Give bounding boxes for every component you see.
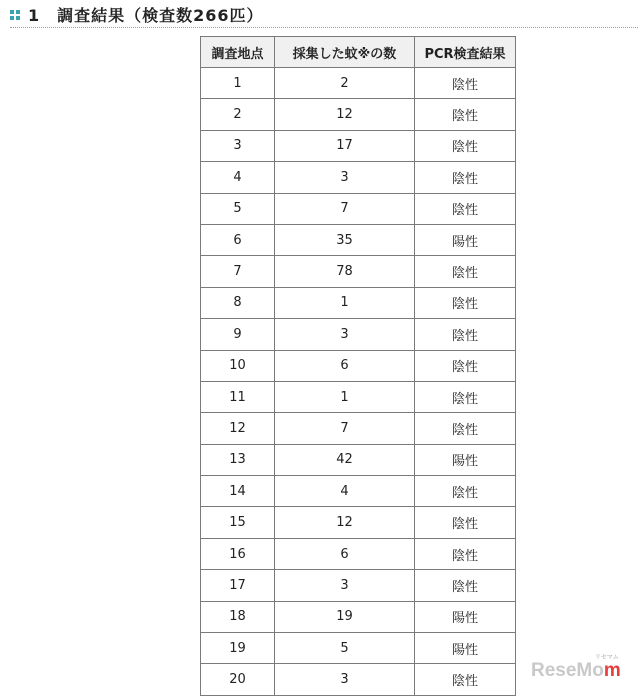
cell-site: 16 xyxy=(201,538,275,569)
cell-site: 12 xyxy=(201,413,275,444)
column-header-pcr-result: PCR検査結果 xyxy=(415,37,516,68)
table-row xyxy=(201,476,516,507)
cell-site: 14 xyxy=(201,476,275,507)
table-row xyxy=(201,444,516,475)
cell-pcr-result: 陰性 xyxy=(415,256,516,287)
table-row xyxy=(201,381,516,412)
cell-site: 18 xyxy=(201,601,275,632)
table-row xyxy=(201,193,516,224)
cell-pcr-result: 陰性 xyxy=(415,570,516,601)
cell-pcr-result: 陰性 xyxy=(415,319,516,350)
cell-pcr-result: 陰性 xyxy=(415,538,516,569)
cell-pcr-result: 陰性 xyxy=(415,162,516,193)
cell-mosquito-count: 3 xyxy=(275,664,415,695)
table-row xyxy=(201,287,516,318)
cell-site: 8 xyxy=(201,287,275,318)
cell-pcr-result: 陰性 xyxy=(415,193,516,224)
results-table xyxy=(200,36,516,696)
cell-site: 19 xyxy=(201,633,275,664)
table-row xyxy=(201,99,516,130)
cell-site: 3 xyxy=(201,130,275,161)
cell-mosquito-count: 1 xyxy=(275,381,415,412)
table-row xyxy=(201,570,516,601)
cell-site: 17 xyxy=(201,570,275,601)
cell-mosquito-count: 3 xyxy=(275,319,415,350)
cell-site: 1 xyxy=(201,68,275,99)
cell-site: 15 xyxy=(201,507,275,538)
cell-pcr-result: 陽性 xyxy=(415,444,516,475)
cell-pcr-result: 陰性 xyxy=(415,413,516,444)
cell-mosquito-count: 78 xyxy=(275,256,415,287)
table-row xyxy=(201,538,516,569)
cell-mosquito-count: 12 xyxy=(275,507,415,538)
cell-mosquito-count: 5 xyxy=(275,633,415,664)
cell-pcr-result: 陰性 xyxy=(415,507,516,538)
table-row xyxy=(201,350,516,381)
cell-site: 11 xyxy=(201,381,275,412)
cell-pcr-result: 陰性 xyxy=(415,664,516,695)
cell-site: 10 xyxy=(201,350,275,381)
cell-site: 2 xyxy=(201,99,275,130)
cell-mosquito-count: 12 xyxy=(275,99,415,130)
table-row xyxy=(201,68,516,99)
cell-mosquito-count: 3 xyxy=(275,162,415,193)
table-row xyxy=(201,601,516,632)
section-heading xyxy=(10,2,638,28)
cell-pcr-result: 陰性 xyxy=(415,99,516,130)
table-row xyxy=(201,664,516,695)
cell-mosquito-count: 7 xyxy=(275,413,415,444)
cell-site: 13 xyxy=(201,444,275,475)
cell-site: 7 xyxy=(201,256,275,287)
cell-pcr-result: 陰性 xyxy=(415,130,516,161)
cell-site: 9 xyxy=(201,319,275,350)
cell-mosquito-count: 1 xyxy=(275,287,415,318)
column-header-site: 調査地点 xyxy=(201,37,275,68)
column-header-mosquito-count: 採集した蚊※の数 xyxy=(275,37,415,68)
cell-mosquito-count: 19 xyxy=(275,601,415,632)
cell-mosquito-count: 17 xyxy=(275,130,415,161)
cell-pcr-result: 陽性 xyxy=(415,224,516,255)
cell-mosquito-count: 4 xyxy=(275,476,415,507)
section-title: 1 調査結果（検査数266匹） xyxy=(28,6,264,25)
cell-mosquito-count: 35 xyxy=(275,224,415,255)
cell-mosquito-count: 6 xyxy=(275,538,415,569)
cell-mosquito-count: 3 xyxy=(275,570,415,601)
resemom-logo: ReseMom リセマム xyxy=(531,655,621,681)
cell-mosquito-count: 42 xyxy=(275,444,415,475)
table-row xyxy=(201,130,516,161)
cell-pcr-result: 陰性 xyxy=(415,381,516,412)
cell-mosquito-count: 7 xyxy=(275,193,415,224)
cell-pcr-result: 陽性 xyxy=(415,601,516,632)
table-row xyxy=(201,162,516,193)
cell-pcr-result: 陰性 xyxy=(415,287,516,318)
table-row xyxy=(201,413,516,444)
table-row xyxy=(201,256,516,287)
cell-pcr-result: 陰性 xyxy=(415,68,516,99)
cell-pcr-result: 陰性 xyxy=(415,350,516,381)
table-header-row xyxy=(201,37,516,68)
cell-pcr-result: 陰性 xyxy=(415,476,516,507)
cell-site: 6 xyxy=(201,224,275,255)
cell-site: 4 xyxy=(201,162,275,193)
cell-site: 20 xyxy=(201,664,275,695)
cell-pcr-result: 陽性 xyxy=(415,633,516,664)
table-row xyxy=(201,319,516,350)
table-row xyxy=(201,633,516,664)
cell-site: 5 xyxy=(201,193,275,224)
bullet-icon xyxy=(10,10,21,21)
table-row xyxy=(201,507,516,538)
cell-mosquito-count: 6 xyxy=(275,350,415,381)
table-row xyxy=(201,224,516,255)
cell-mosquito-count: 2 xyxy=(275,68,415,99)
